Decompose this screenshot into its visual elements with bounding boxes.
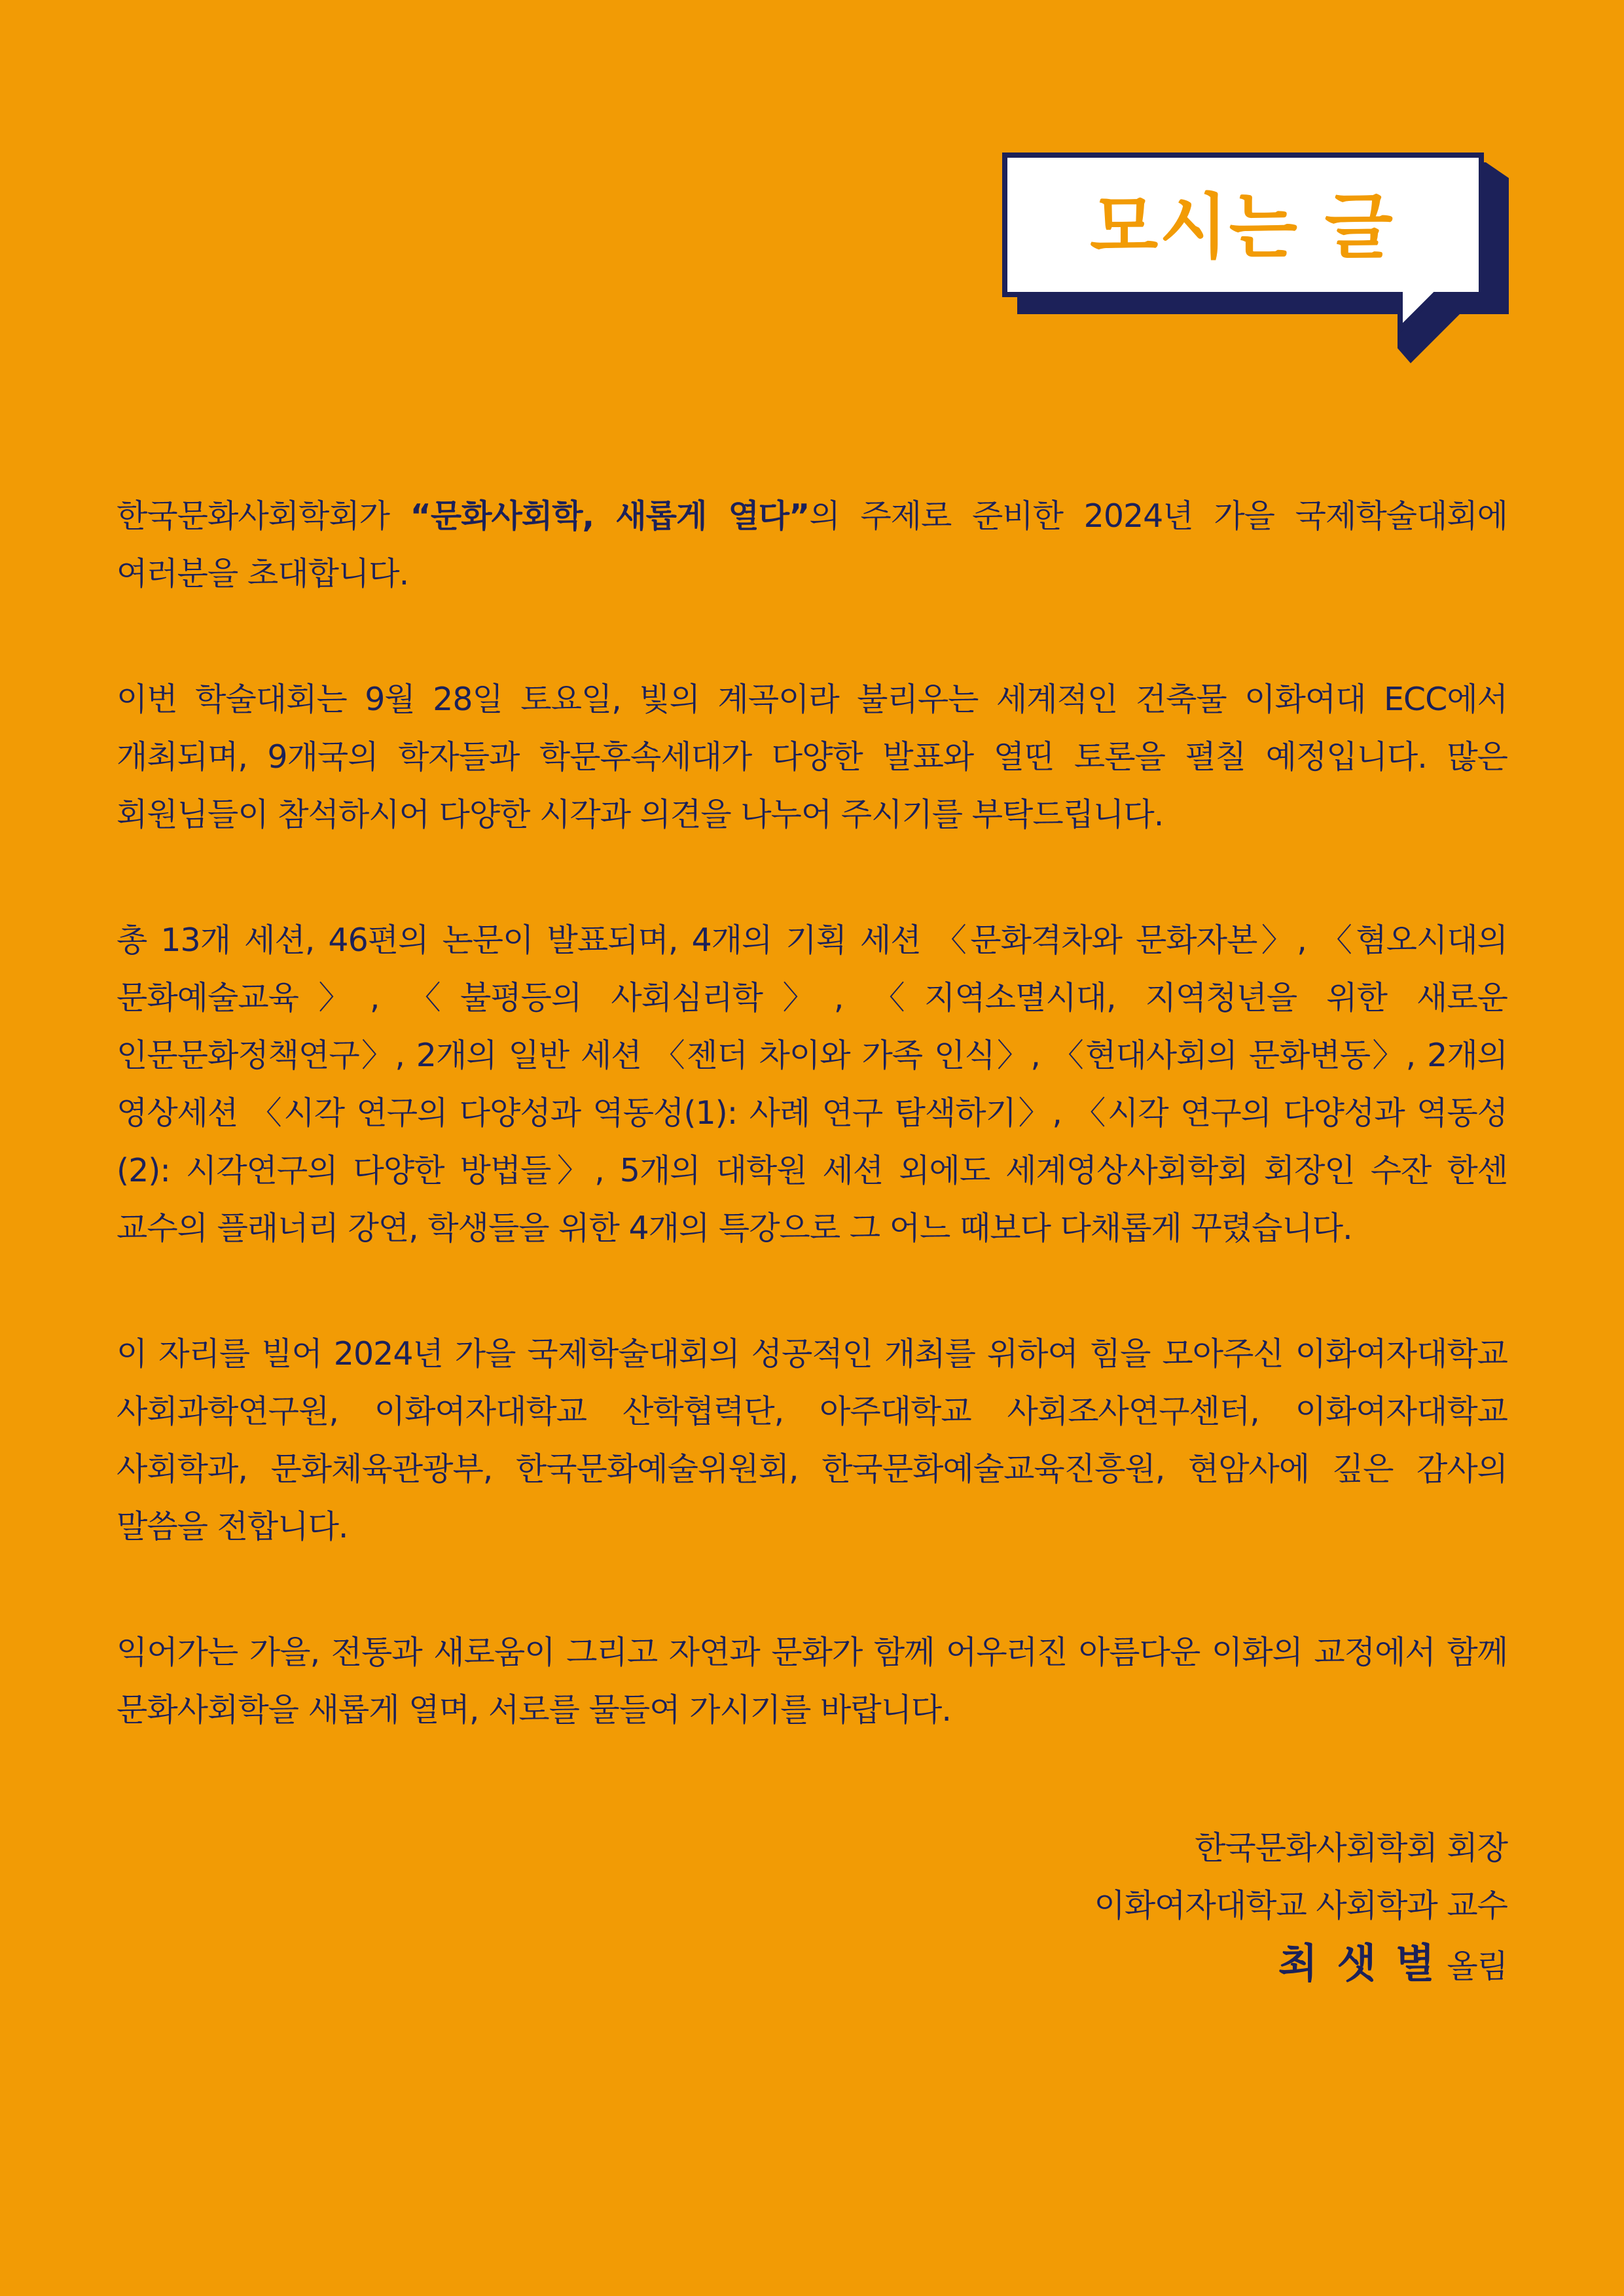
- page-title: 모시는 글: [1090, 186, 1394, 268]
- signature-name: 최 샛 별: [1278, 1939, 1437, 1987]
- paragraph-invitation: [117, 488, 1507, 603]
- signature-title: 한국문화사회학회 회장: [1195, 1829, 1507, 1867]
- signature-affiliation: 이화여자대학교 사회학과 교수: [1094, 1887, 1507, 1924]
- heading-speech-bubble: [1001, 152, 1509, 368]
- signature-block: [1094, 1820, 1508, 1996]
- signature-suffix: 올림: [1437, 1948, 1507, 1985]
- paragraph-acknowledgements: 이 자리를 빌어 2024년 가을 국제학술대회의 성공적인 개최를 위하여 힘을 모아주신 이화여자대학교 사회과학연구원, 이화여자대학교 산학협력단, 아주대학교 사회조사연구센터, 이화여자대학교 사회학과, 문화체육관광부, 한국문화예술위원회, 한국문화예술교육진흥원, 현암사에 깊은 감사의 말씀을 전합니다.: [117, 1335, 1507, 1545]
- letter-body: [117, 488, 1507, 1807]
- paragraph-sessions: 총 13개 세션, 46편의 논문이 발표되며, 4개의 기획 세션 〈문화격차와 문화자본〉, 〈혐오시대의 문화예술교육〉, 〈불평등의 사회심리학〉, 〈지역소멸시대, 지역청년을 위한 새로운 인문문화정책연구〉, 2개의 일반 세션 〈젠더 차이와 가족 인식〉, 〈현대사회의 문화변동〉, 2개의 영상세션 〈시각 연구의 다양성과 역동성(1): 사례 연구 탐색하기〉, 〈시각 연구의 다양성과 역동성(2): 시각연구의 다양한 방법들〉, 5개의 대학원 세션 외에도 세계영상사회학회 회장인 수잔 한센 교수의 플래너리 강연, 학생들을 위한 4개의 특강으로 그 어느 때보다 다채롭게 꾸렸습니다.: [117, 922, 1507, 1247]
- signature-name-line: [1094, 1935, 1508, 1996]
- invitation-pre: 한국문화사회학회가: [117, 497, 410, 535]
- invitation-post: 의 주제로 준비한 2024년 가을 국제학술대회에 여러분을 초대합니다.: [117, 497, 1507, 592]
- paragraph-closing: 익어가는 가을, 전통과 새로움이 그리고 자연과 문화가 함께 어우러진 아름다운 이화의 교정에서 함께 문화사회학을 새롭게 열며, 서로를 물들여 가시기를 바랍니다.: [117, 1634, 1507, 1729]
- paragraph-venue: 이번 학술대회는 9월 28일 토요일, 빛의 계곡이라 불리우는 세계적인 건축물 이화여대 ECC에서 개최되며, 9개국의 학자들과 학문후속세대가 다양한 발표와 열띤 토론을 펼칠 예정입니다. 많은 회원님들이 참석하시어 다양한 시각과 의견을 나누어 주시기를 부탁드립니다.: [117, 681, 1507, 833]
- conference-theme: “문화사회학, 새롭게 열다”: [410, 497, 810, 535]
